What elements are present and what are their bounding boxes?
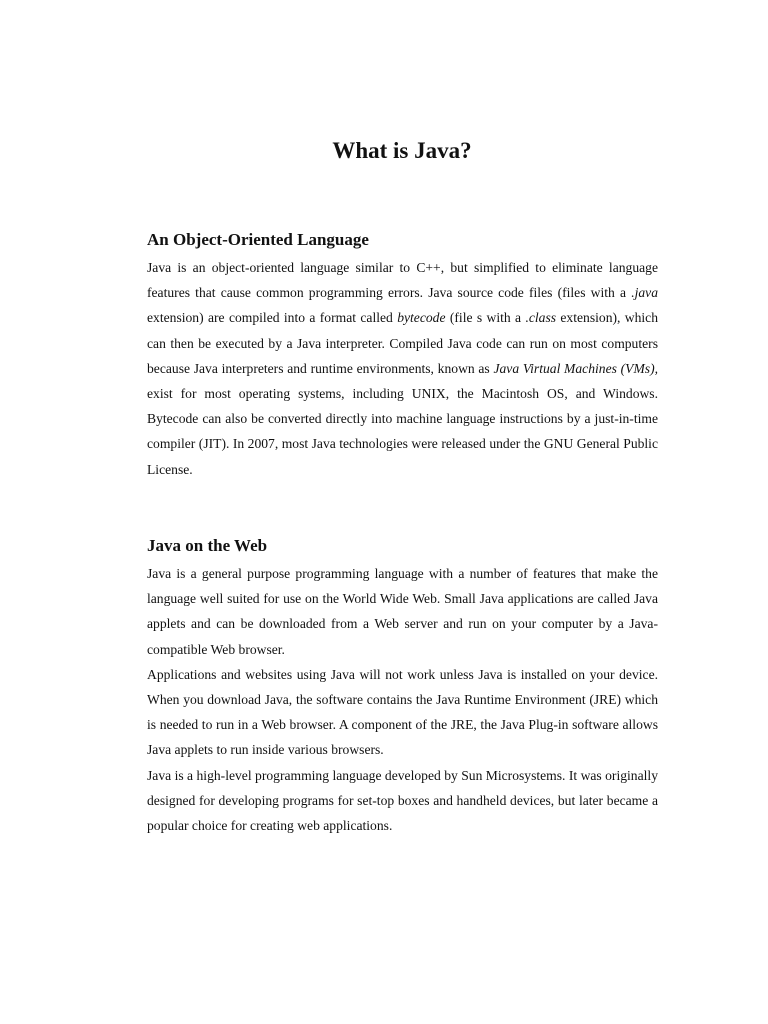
page-title: What is Java?	[332, 138, 472, 163]
section-paragraph-high-level: Java is a high-level programming language developed by Sun Microsystems. It was originally designed for developing programs for set-top boxes and handheld devices, but later became a popular choice for creating web applications.	[147, 767, 658, 834]
class-extension-term: .class	[525, 310, 557, 326]
section-paragraph-object-oriented	[147, 255, 658, 482]
paragraph-text: Java is an object-oriented language similar to C++, but simplified to eliminate language features that cause common programming errors. Java source code files (files with a	[147, 260, 658, 301]
section-heading-java-on-web: Java on the Web	[147, 536, 268, 555]
section-java-on-web	[147, 535, 658, 838]
paragraph-text: exist for most operating systems, including UNIX, the Macintosh OS, and Windows. Bytecode can also be converted directly into machine language instructions by a just-in-time compiler (JIT). In 2007, most Java technologies were released under the GNU General Public License.	[147, 386, 658, 477]
section-heading-object-oriented: An Object-Oriented Language	[147, 230, 369, 249]
paragraph-text: (file s with a	[445, 310, 526, 326]
section-object-oriented	[147, 229, 658, 482]
bytecode-term: bytecode	[397, 310, 446, 326]
section-paragraph-jre: Applications and websites using Java will not work unless Java is installed on your device. When you download Java, the software contains the Java Runtime Environment (JRE) which is needed to run in a Web browser. A component of the JRE, the Java Plug-in software allows Java applets to run inside various browsers.	[147, 666, 658, 758]
paragraph-text: extension), which can then be executed by a Java interpreter. Compiled Java code can run on most computers because Java interpreters and runtime environments, known as	[147, 310, 658, 376]
paragraph-text: extension) are compiled into a format called	[147, 310, 398, 326]
jvm-term: Java Virtual Machines (VMs),	[493, 360, 658, 376]
section-paragraph-applets: Java is a general purpose programming language with a number of features that make the language well suited for use on the World Wide Web. Small Java applications are called Java applets and can be downloaded from a Web server and run on your computer by a Java-compatible Web browser.	[147, 566, 658, 657]
java-extension-term: .java	[631, 285, 658, 301]
